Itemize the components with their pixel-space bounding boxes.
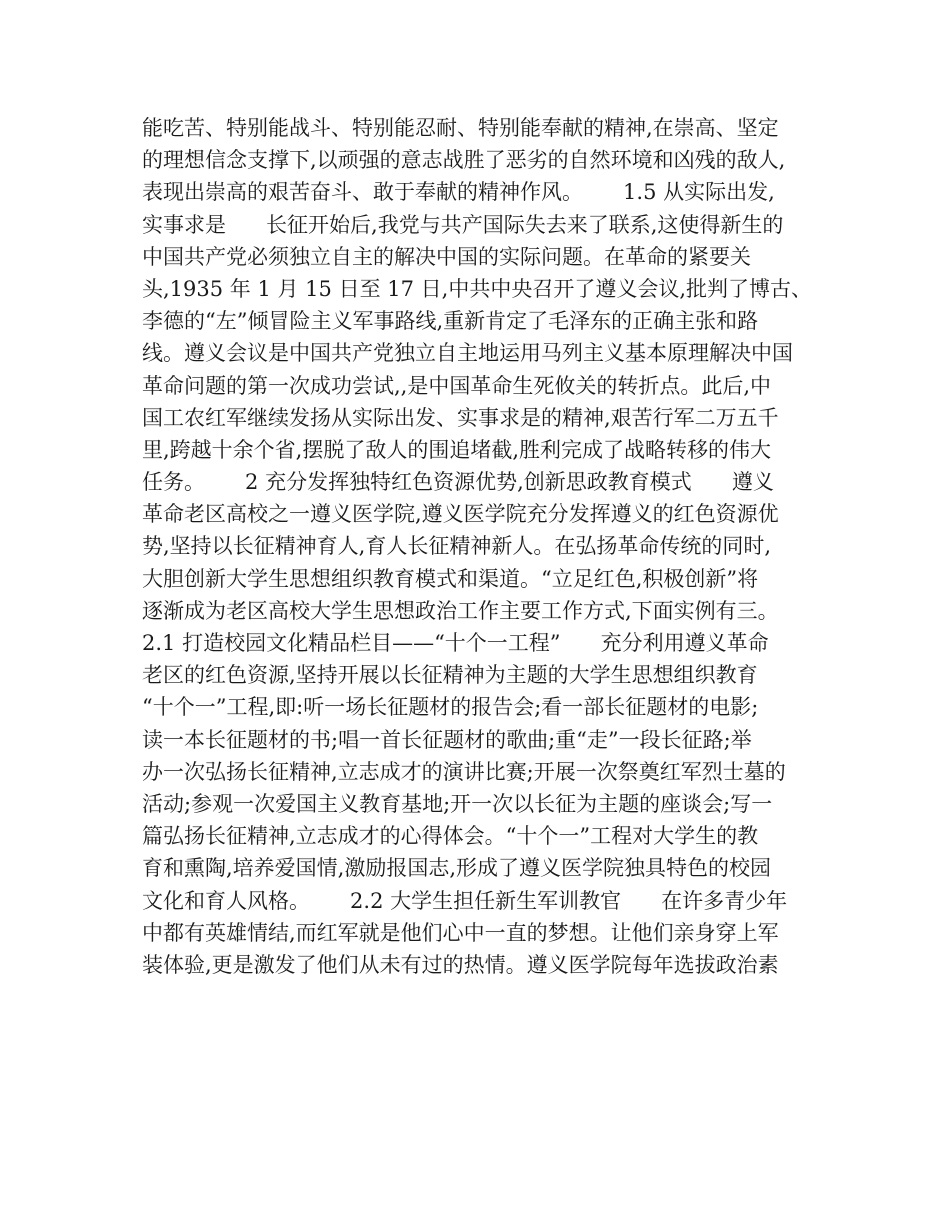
text-line: 办一次弘扬长征精神,立志成才的演讲比赛;开展一次祭奠红军烈士墓的: [142, 759, 786, 784]
text-line: 育和熏陶,培养爱国情,激励报国志,形成了遵义医学院独具特色的校园: [142, 856, 772, 881]
text-line: 表现出崇高的艰苦奋斗、敢于奉献的精神作风。 1.5 从实际出发,: [142, 180, 775, 205]
text-line: 2.1 打造校园文化精品栏目——“十个一工程” 充分利用遵义革命: [142, 631, 769, 655]
body-text: [142, 112, 822, 981]
text-line: 装体验,更是激发了他们从未有过的热情。遵义医学院每年选拔政治素: [142, 952, 779, 977]
text-line: 活动;参观一次爱国主义教育基地;开一次以长征为主题的座谈会;写一: [142, 791, 773, 816]
text-line: 任务。 2 充分发挥独特红色资源优势,创新思政教育模式 遵义: [142, 470, 774, 495]
text-line: 中国共产党必须独立自主的解决中国的实际问题。在革命的紧要关: [142, 244, 751, 269]
text-line: 老区的红色资源,坚持开展以长征精神为主题的大学生思想组织教育: [142, 663, 758, 688]
text-line: 篇弘扬长征精神,立志成才的心得体会。“十个一”工程对大学生的教: [142, 824, 759, 849]
text-line: 文化和育人风格。 2.2 大学生担任新生军训教官 在许多青少年: [142, 888, 788, 913]
text-line: 头,1935 年 1 月 15 日至 17 日,中共中央召开了遵义会议,批判了博古、: [142, 276, 812, 301]
text-line: 革命老区高校之一遵义医学院,遵义医学院充分发挥遵义的红色资源优: [142, 502, 779, 527]
text-line: 中都有英雄情结,而红军就是他们心中一直的梦想。让他们亲身穿上军: [142, 920, 779, 945]
text-line: 逐渐成为老区高校大学生思想政治工作主要工作方式,下面实例有三。: [142, 598, 779, 623]
text-line: 实事求是 长征开始后,我党与共产国际失去来了联系,这使得新生的: [142, 212, 784, 237]
text-line: 大胆创新大学生思想组织教育模式和渠道。“立足红色,积极创新”将: [142, 566, 759, 591]
text-line: “十个一”工程,即:听一场长征题材的报告会;看一部长征题材的电影;: [142, 695, 759, 720]
text-line: 的理想信念支撑下,以顽强的意志战胜了恶劣的自然环境和凶残的敌人,: [142, 148, 786, 173]
text-line: 李德的“左”倾冒险主义军事路线,重新肯定了毛泽东的正确主张和路: [142, 309, 759, 334]
text-line: 国工农红军继续发扬从实际出发、实事求是的精神,艰苦行军二万五千: [142, 405, 779, 430]
text-line: 里,跨越十余个省,摆脱了敌人的围追堵截,胜利完成了战略转移的伟大: [142, 437, 772, 462]
text-line: 势,坚持以长征精神育人,育人长征精神新人。在弘扬革命传统的同时,: [142, 534, 772, 559]
text-line: 能吃苦、特别能战斗、特别能忍耐、特别能奉献的精神,在崇高、坚定: [142, 116, 779, 140]
text-line: 革命问题的第一次成功尝试,,是中国革命生死攸关的转折点。此后,中: [142, 373, 772, 398]
text-line: 线。遵义会议是中国共产党独立自主地运用马列主义基本原理解决中国: [142, 341, 793, 366]
text-line: 读一本长征题材的书;唱一首长征题材的歌曲;重“走”一段长征路;举: [142, 727, 752, 752]
